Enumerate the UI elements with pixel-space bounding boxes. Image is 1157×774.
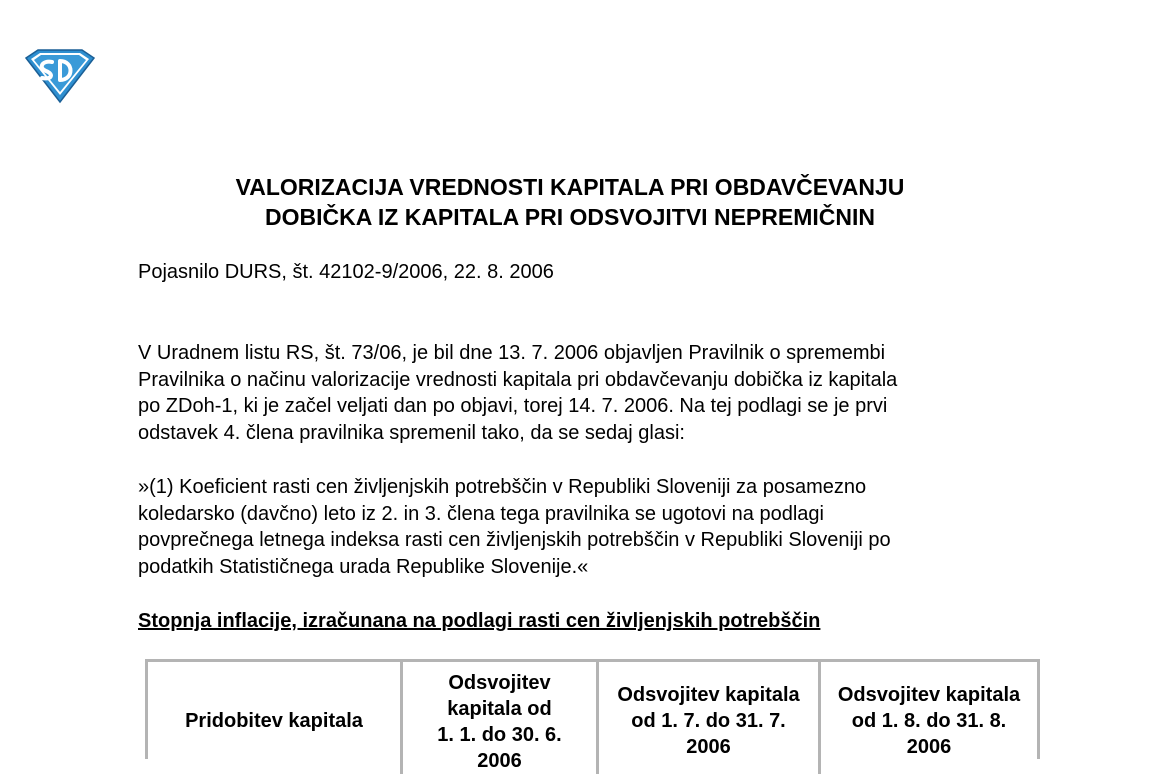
document-title bbox=[140, 172, 1000, 232]
header-acquisition bbox=[148, 662, 400, 774]
paragraph-line: povprečnega letnega indeksa rasti cen življenjskih potrebščin v Republiki Sloveniji po bbox=[138, 529, 891, 551]
header-text: kapitala od bbox=[447, 698, 552, 720]
title-line-2: DOBIČKA IZ KAPITALA PRI ODSVOJITVI NEPREMIČNIN bbox=[265, 204, 875, 230]
table-header-row bbox=[148, 662, 1037, 774]
reference-line: Pojasnilo DURS, št. 42102-9/2006, 22. 8. 2006 bbox=[138, 261, 554, 283]
paragraph-line: Pravilnika o načinu valorizacije vrednosti kapitala pri obdavčevanju dobička iz kapitala bbox=[138, 368, 898, 391]
header-text: Odsvojitev kapitala bbox=[837, 684, 1021, 706]
paragraph-line: odstavek 4. člena pravilnika spremenil tako, da se sedaj glasi: bbox=[138, 421, 685, 444]
header-text: 1. 1. do 30. 6. bbox=[437, 724, 562, 746]
paragraph-line: koledarsko (davčno) leto iz 2. in 3. člena tega pravilnika se ugotovi na podlagi bbox=[138, 502, 824, 525]
header-text: Odsvojitev bbox=[448, 672, 551, 694]
paragraph-quote bbox=[138, 474, 1038, 580]
title-line-1: VALORIZACIJA VREDNOSTI KAPITALA PRI OBDAVČEVANJU bbox=[235, 174, 905, 200]
sd-shield-logo-icon bbox=[22, 48, 98, 104]
header-disposal-july bbox=[596, 662, 818, 774]
header-disposal-august bbox=[818, 662, 1037, 774]
paragraph-line: podatkih Statističnega urada Republike Slovenije.« bbox=[138, 555, 589, 578]
paragraph-line: po ZDoh-1, ki je začel veljati dan po objavi, torej 14. 7. 2006. Na tej podlagi se je prvi bbox=[138, 395, 888, 417]
paragraph-line: V Uradnem listu RS, št. 73/06, je bil dne 13. 7. 2006 objavljen Pravilnik o spremembi bbox=[138, 342, 886, 364]
header-text: 2006 bbox=[477, 750, 522, 772]
header-text: Odsvojitev kapitala bbox=[617, 684, 800, 706]
header-text: 2006 bbox=[686, 736, 731, 758]
header-text: 2006 bbox=[906, 736, 952, 758]
header-disposal-jan-jun bbox=[400, 662, 596, 774]
header-text: Pridobitev kapitala bbox=[185, 710, 363, 732]
header-text: od 1. 8. do 31. 8. bbox=[851, 710, 1007, 732]
paragraph-intro bbox=[138, 340, 1038, 446]
header-text: od 1. 7. do 31. 7. bbox=[631, 710, 786, 732]
paragraph-line: »(1) Koeficient rasti cen življenjskih potrebščin v Republiki Sloveniji za posamezno bbox=[138, 476, 867, 498]
section-heading: Stopnja inflacije, izračunana na podlagi rasti cen življenjskih potrebščin bbox=[138, 610, 821, 632]
inflation-table bbox=[145, 659, 1040, 772]
